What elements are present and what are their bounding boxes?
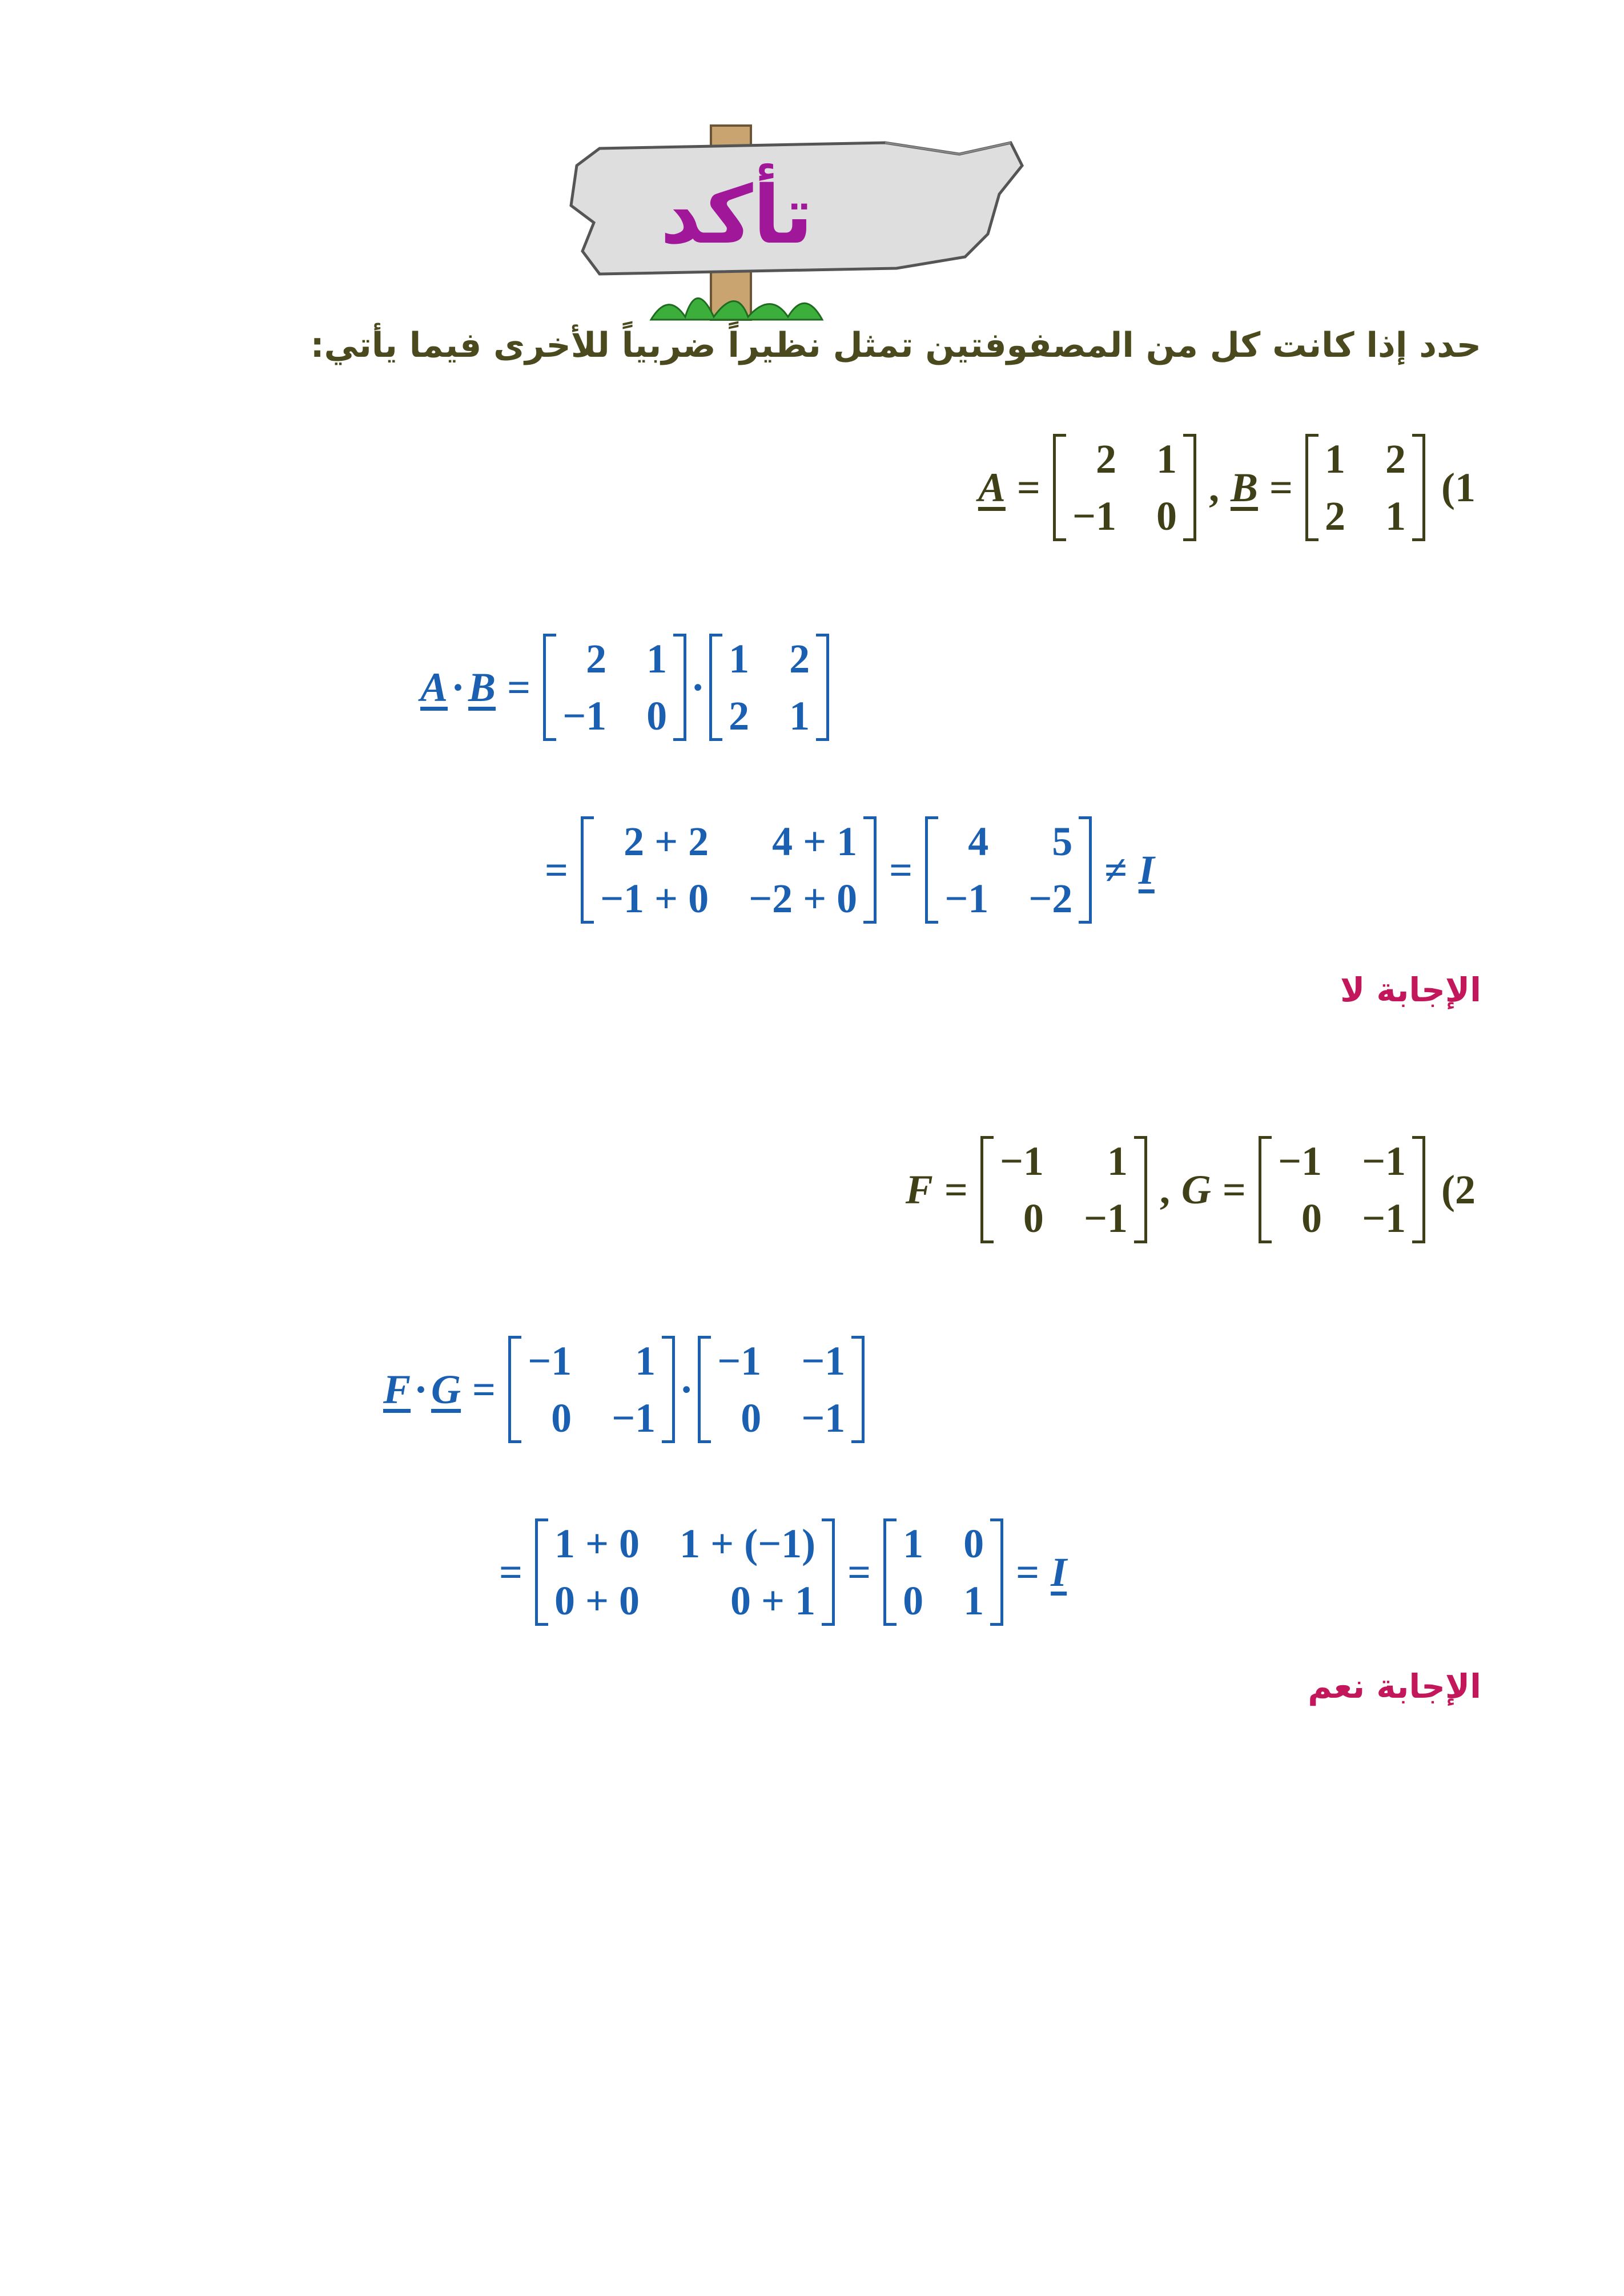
solution-1-matrix-3: 2 + 2 4 + 1 −1 + 0 −2 + 0 [581, 816, 877, 924]
solution-1-line-2: = 2 + 2 4 + 1 −1 + 0 −2 + 0 = 4 5 −1 −2 ≠ I [537, 816, 1158, 924]
solution-2-line-1: F · G = −1 1 0 −1 · −1 −1 0 −1 [380, 1336, 869, 1443]
instruction-heading: حدد إذا كانت كل من المصفوفتين تمثل نظيراً ضربياً للأخرى فيما يأتي: [310, 325, 1481, 365]
solution-2-matrix-1: −1 1 0 −1 [508, 1336, 675, 1443]
answer-1: الإجابة لا [1340, 970, 1481, 1009]
matrix-G: −1 −1 0 −1 [1259, 1136, 1425, 1243]
problem-1-number: (1 [1441, 464, 1476, 510]
matrix-G-label: G [1181, 1166, 1211, 1213]
answer-2: الإجابة نعم [1308, 1667, 1481, 1706]
solution-2-matrix-2: −1 −1 0 −1 [698, 1336, 865, 1443]
solution-2-line-2: = 1 + 0 1 + (−1) 0 + 0 0 + 1 = 1 0 0 1 = I [491, 1518, 1070, 1626]
identity-label: I [1138, 847, 1155, 893]
solution-1-line-1: A · B = 2 1 −1 0 · 1 2 2 1 [417, 634, 834, 741]
problem-1: A = 2 1 −1 0 , B = 1 2 2 1 (1 [975, 434, 1476, 541]
matrix-A: 2 1 −1 0 [1053, 434, 1196, 541]
matrix-F: −1 1 0 −1 [980, 1136, 1147, 1243]
solution-2-matrix-3: 1 + 0 1 + (−1) 0 + 0 0 + 1 [535, 1518, 835, 1626]
matrix-B-label: B [1230, 464, 1258, 510]
problem-2-number: (2 [1441, 1166, 1476, 1213]
problem-2: F = −1 1 0 −1 , G = −1 −1 0 −1 (2 [902, 1136, 1476, 1243]
matrix-B: 1 2 2 1 [1305, 434, 1425, 541]
solution-1-matrix-4: 4 5 −1 −2 [925, 816, 1092, 924]
solution-1-matrix-1: 2 1 −1 0 [543, 634, 686, 741]
sign-text: تأكد [660, 169, 813, 262]
solution-1-matrix-2: 1 2 2 1 [709, 634, 829, 741]
matrix-F-label: F [905, 1166, 933, 1213]
matrix-A-label: A [978, 464, 1006, 510]
sign-illustration [565, 120, 1034, 331]
identity-label: I [1051, 1549, 1067, 1595]
solution-2-matrix-4: 1 0 0 1 [883, 1518, 1003, 1626]
